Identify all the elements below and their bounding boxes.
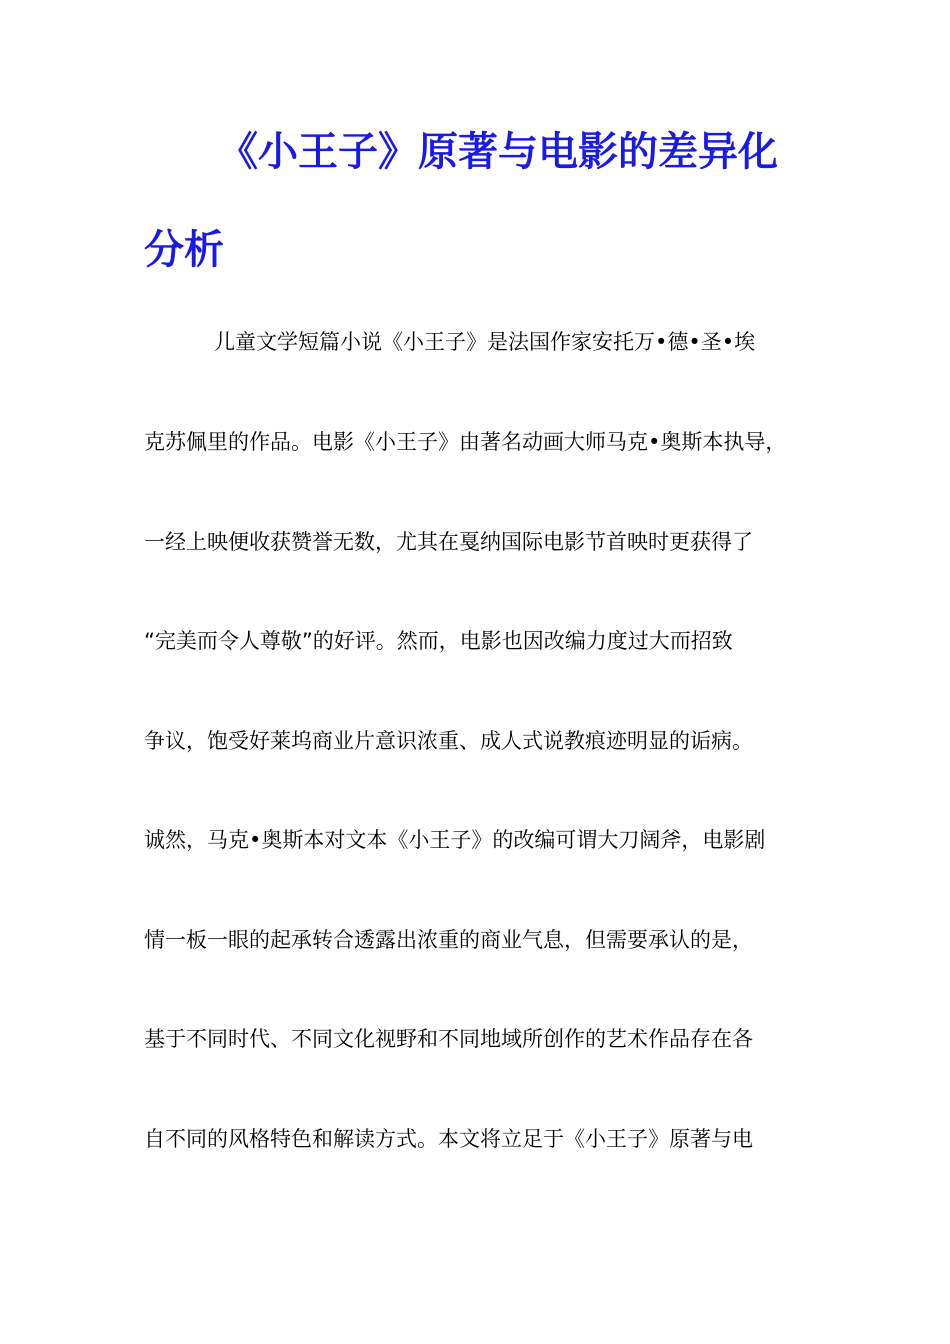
- paragraph-line-2: 克苏佩里的作品。电影《小王子》由著名动画大师马克•奥斯本执导，: [144, 430, 787, 454]
- title-line-2: 分析: [144, 227, 224, 273]
- paragraph-line-6: 诚然，马克•奥斯本对文本《小王子》的改编可谓大刀阔斧，电影剧: [144, 828, 766, 852]
- paragraph-line-1: 儿童文学短篇小说《小王子》是法国作家安托万•德•圣•埃: [214, 330, 756, 354]
- paragraph-line-8: 基于不同时代、不同文化视野和不同地域所创作的艺术作品存在各: [144, 1027, 753, 1051]
- paragraph-line-7: 情一板一眼的起承转合透露出浓重的商业气息，但需要承认的是，: [144, 928, 753, 952]
- paragraph-line-3: 一经上映便收获赞誉无数，尤其在戛纳国际电影节首映时更获得了: [144, 530, 753, 554]
- title-line-1: 《小王子》原著与电影的差异化: [218, 129, 778, 175]
- paragraph-line-5: 争议，饱受好莱坞商业片意识浓重、成人式说教痕迹明显的诟病。: [144, 729, 753, 753]
- paragraph-line-9: 自不同的风格特色和解读方式。本文将立足于《小王子》原著与电: [144, 1127, 753, 1151]
- paragraph-line-4: “完美而令人尊敬”的好评。然而，电影也因改编力度过大而招致: [144, 629, 733, 653]
